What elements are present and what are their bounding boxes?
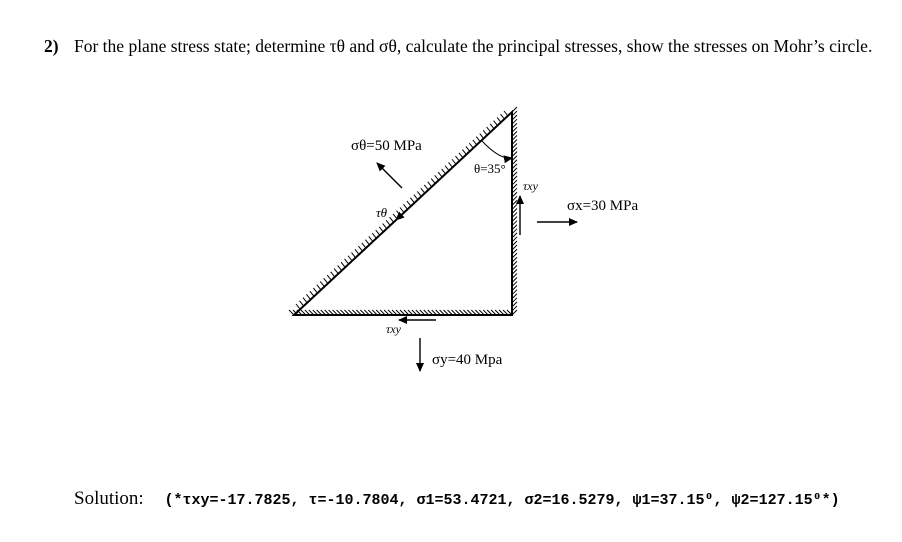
sigma-x-label: σx=30 MPa xyxy=(567,198,639,214)
hatch-line xyxy=(414,195,418,200)
theta-angle-label: θ=35° xyxy=(474,161,506,176)
hatch-line xyxy=(310,291,314,296)
sigma-y-label: σy=40 Mpa xyxy=(432,352,503,368)
hatch-line xyxy=(497,117,501,122)
hatch-line xyxy=(494,121,498,126)
hatch-line xyxy=(476,137,480,142)
hatch-line xyxy=(393,214,397,219)
hatch-line xyxy=(376,230,380,235)
hatch-line xyxy=(296,304,300,309)
problem-text: For the plane stress state; determine τθ and σθ, calculate the principal stresses, show the stresses on Mohr’s circle. xyxy=(74,36,873,56)
hatch-line xyxy=(324,278,328,283)
hatch-line xyxy=(410,198,414,203)
hatch-line xyxy=(400,208,404,213)
hatch-line xyxy=(358,246,362,251)
hatch-line xyxy=(306,294,310,299)
hatch-line xyxy=(386,220,390,225)
sigma-theta-label: σθ=50 MPa xyxy=(351,138,422,154)
hatch-line xyxy=(466,146,470,151)
sigma-theta-arrow xyxy=(377,163,402,188)
hatch-line xyxy=(397,211,401,216)
hatch-line xyxy=(383,224,387,229)
hatch-line xyxy=(351,253,355,258)
hatch-line xyxy=(442,169,446,174)
hatch-line xyxy=(345,259,349,264)
hatch-line xyxy=(449,162,453,167)
hatch-line xyxy=(331,272,335,277)
tau-xy-bottom-label: τxy xyxy=(386,322,401,336)
hatch-line xyxy=(421,188,425,193)
hatch-line xyxy=(355,249,359,254)
hatch-line xyxy=(469,143,473,148)
hatch-line xyxy=(317,285,321,290)
hatch-line xyxy=(313,288,317,293)
hatch-line xyxy=(390,217,394,222)
hatch-line xyxy=(403,204,407,209)
hatch-line xyxy=(320,281,324,286)
hatch-line xyxy=(490,124,494,129)
tau-xy-right-label: τxy xyxy=(523,179,538,193)
hatch-line xyxy=(480,134,484,139)
hatch-line xyxy=(379,227,383,232)
hatch-line xyxy=(473,140,477,145)
hatch-line xyxy=(417,191,421,196)
hatch-line xyxy=(369,236,373,241)
solution-label: Solution: xyxy=(74,488,144,509)
hatch-line xyxy=(487,127,491,132)
hatch-line xyxy=(438,172,442,177)
hatch-line xyxy=(338,265,342,270)
hatch-line xyxy=(348,256,352,261)
hatch-line xyxy=(303,298,307,303)
hatch-line xyxy=(462,150,466,155)
hatch-line xyxy=(445,166,449,171)
hatch-line xyxy=(341,262,345,267)
hatch-line xyxy=(299,301,303,306)
hatch-line xyxy=(452,159,456,164)
hatch-line xyxy=(334,269,338,274)
solution-line xyxy=(74,488,840,510)
hatch-line xyxy=(327,275,331,280)
hatch-line xyxy=(435,175,439,180)
tau-theta-label: τθ xyxy=(376,205,388,220)
hatch-line xyxy=(459,153,463,158)
hatch-line xyxy=(483,130,487,135)
hatch-line xyxy=(455,156,459,161)
hatch-line xyxy=(424,185,428,190)
hatch-line xyxy=(504,111,508,116)
hatch-line xyxy=(407,201,411,206)
hatch-line xyxy=(428,182,432,187)
hatch-line xyxy=(501,114,505,119)
solution-answer: (*τxy=-17.7825, τ=-10.7804, σ1=53.4721, σ2=16.5279, ψ1=37.15⁰, ψ2=127.15⁰*) xyxy=(164,492,840,509)
hatch-line xyxy=(365,240,369,245)
hatch-line xyxy=(362,243,366,248)
hatch-line xyxy=(431,179,435,184)
problem-number: 2) xyxy=(44,36,59,56)
hatch-line xyxy=(372,233,376,238)
